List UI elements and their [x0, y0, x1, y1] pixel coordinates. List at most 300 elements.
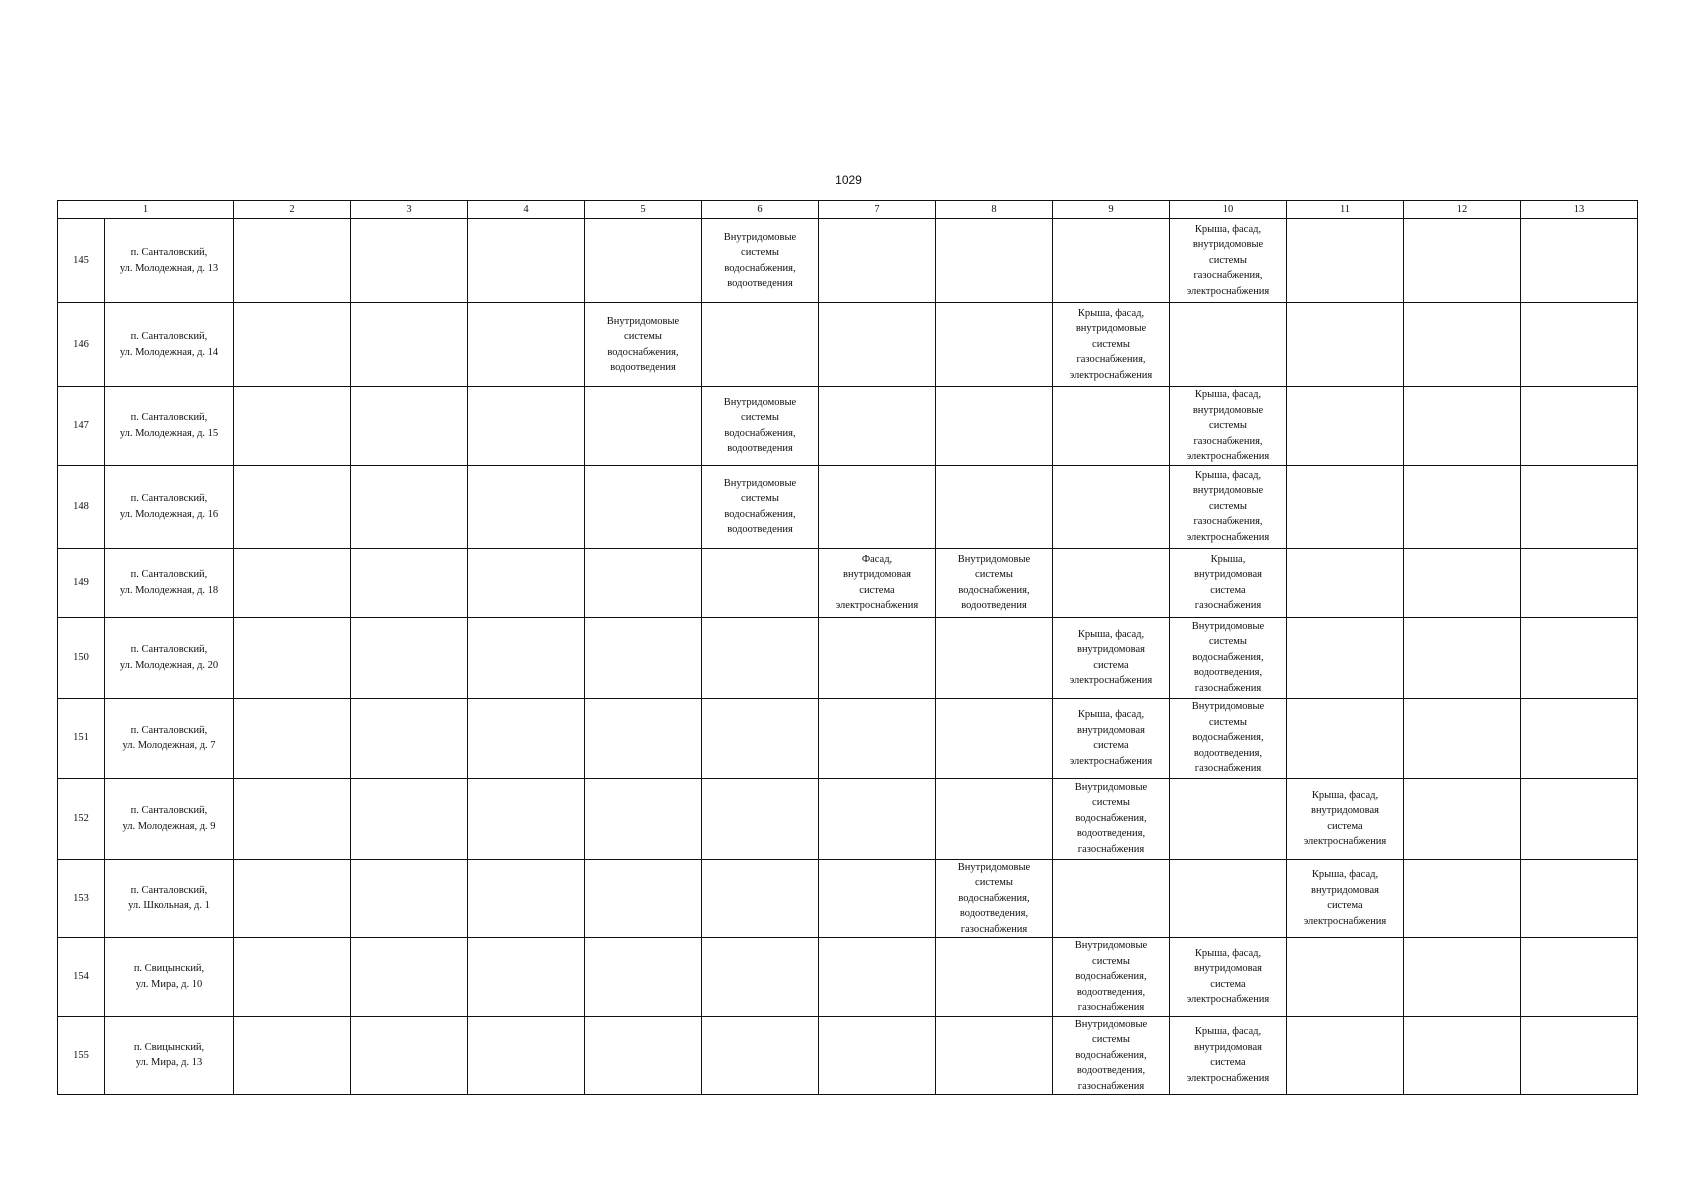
cell-line: система — [1210, 584, 1246, 596]
cell-col-2 — [234, 387, 351, 466]
cell-col-13 — [1521, 219, 1638, 303]
address-cell — [105, 465, 234, 548]
column-header-6: 6 — [702, 201, 819, 219]
cell-line: внутридомовые — [1192, 485, 1264, 497]
table-row — [58, 219, 1638, 303]
column-header-10: 10 — [1170, 201, 1287, 219]
cell-col-3 — [351, 778, 468, 859]
cell-col-11 — [1287, 303, 1404, 387]
cell-line: электроснабжения — [1186, 451, 1270, 462]
cell-col-2 — [234, 859, 351, 938]
cell-line: Фасад, — [861, 553, 893, 565]
cell-col-9 — [1053, 778, 1170, 859]
cell-line: внутридомовая — [842, 569, 911, 580]
cell-line: водоотведения, — [959, 908, 1029, 919]
cell-line: водоотведения — [727, 524, 793, 535]
address-cell — [105, 387, 234, 466]
cell-line: водоснабжения, — [724, 427, 796, 439]
cell-line: п. Санталовский, — [130, 569, 208, 580]
cell-line: системы — [1092, 1034, 1130, 1045]
cell-col-10 — [1170, 219, 1287, 303]
cell-col-7 — [819, 1016, 936, 1095]
cell-col-8 — [936, 465, 1053, 548]
cell-line: электроснабжения — [1303, 915, 1387, 927]
cell-col-11 — [1287, 219, 1404, 303]
cell-line: водоотведения — [610, 362, 676, 373]
column-header-11: 11 — [1287, 201, 1404, 219]
cell-line: системы — [1209, 716, 1247, 728]
cell-line: Внутридомовые — [1191, 620, 1265, 632]
cell-col-9 — [1053, 617, 1170, 698]
cell-col-7 — [819, 548, 936, 617]
cell-col-10 — [1170, 1016, 1287, 1095]
cell-line: внутридомовая — [1310, 884, 1379, 896]
row-number: 153 — [58, 859, 105, 938]
cell-line: система — [1210, 978, 1246, 990]
cell-line: водоснабжения, — [1192, 732, 1264, 744]
cell-line: газоснабжения — [1194, 600, 1262, 611]
table-row — [58, 778, 1638, 859]
cell-line: Крыша, фасад, — [1077, 307, 1145, 319]
cell-col-5 — [585, 387, 702, 466]
cell-col-3 — [351, 387, 468, 466]
cell-col-9 — [1053, 303, 1170, 387]
table-row — [58, 465, 1638, 548]
cell-col-11 — [1287, 698, 1404, 778]
cell-col-5 — [585, 859, 702, 938]
cell-line: водоотведения — [727, 278, 793, 289]
cell-line: газоснабжения — [960, 923, 1028, 935]
cell-line: водоснабжения, — [1075, 971, 1147, 982]
cell-line: ул. Молодежная, д. 18 — [119, 584, 219, 596]
cell-line: электроснабжения — [835, 600, 919, 611]
cell-col-12 — [1404, 778, 1521, 859]
cell-col-2 — [234, 303, 351, 387]
cell-line: водоотведения, — [1076, 986, 1146, 998]
cell-col-3 — [351, 938, 468, 1017]
column-header-3: 3 — [351, 201, 468, 219]
cell-col-2 — [234, 1016, 351, 1095]
cell-col-13 — [1521, 548, 1638, 617]
cell-line: п. Санталовский, — [130, 644, 208, 655]
cell-col-4 — [468, 1016, 585, 1095]
row-number: 154 — [58, 938, 105, 1017]
cell-col-3 — [351, 617, 468, 698]
cell-line: Крыша, фасад, — [1194, 1026, 1262, 1038]
cell-line: водоотведения, — [1076, 1065, 1146, 1076]
cell-col-6 — [702, 859, 819, 938]
table-row — [58, 548, 1638, 617]
cell-line: внутридомовая — [1076, 644, 1145, 655]
cell-col-13 — [1521, 859, 1638, 938]
cell-line: Крыша, фасад, — [1194, 469, 1262, 481]
cell-col-11 — [1287, 617, 1404, 698]
cell-col-3 — [351, 859, 468, 938]
cell-line: системы — [1209, 420, 1247, 431]
cell-col-8 — [936, 548, 1053, 617]
cell-line: водоснабжения, — [958, 584, 1030, 596]
cell-col-4 — [468, 548, 585, 617]
cell-col-12 — [1404, 387, 1521, 466]
cell-col-10 — [1170, 859, 1287, 938]
cell-line: системы — [741, 247, 779, 258]
cell-line: системы — [1092, 338, 1130, 350]
cell-col-6 — [702, 1016, 819, 1095]
cell-col-8 — [936, 387, 1053, 466]
cell-col-10 — [1170, 698, 1287, 778]
address-cell — [105, 778, 234, 859]
cell-col-13 — [1521, 778, 1638, 859]
cell-col-12 — [1404, 859, 1521, 938]
column-header-8: 8 — [936, 201, 1053, 219]
cell-line: внутридомовая — [1310, 805, 1379, 816]
cell-line: п. Санталовский, — [130, 884, 208, 896]
cell-col-4 — [468, 387, 585, 466]
cell-col-8 — [936, 938, 1053, 1017]
cell-line: системы — [975, 569, 1013, 580]
cell-line: ул. Школьная, д. 1 — [128, 900, 210, 912]
cell-line: система — [1210, 1057, 1246, 1069]
cell-col-3 — [351, 548, 468, 617]
header-row — [58, 201, 1638, 219]
cell-col-6 — [702, 617, 819, 698]
cell-col-10 — [1170, 778, 1287, 859]
cell-col-8 — [936, 219, 1053, 303]
cell-col-9 — [1053, 859, 1170, 938]
cell-col-10 — [1170, 465, 1287, 548]
cell-col-6 — [702, 303, 819, 387]
row-number: 148 — [58, 465, 105, 548]
row-number: 146 — [58, 303, 105, 387]
cell-line: электроснабжения — [1186, 994, 1270, 1006]
cell-line: системы — [1209, 254, 1247, 266]
cell-line: электроснабжения — [1069, 675, 1153, 686]
cell-col-2 — [234, 219, 351, 303]
cell-col-7 — [819, 387, 936, 466]
cell-line: Крыша, фасад, — [1194, 223, 1262, 235]
cell-col-9 — [1053, 548, 1170, 617]
address-cell — [105, 938, 234, 1017]
cell-col-2 — [234, 938, 351, 1017]
table-row — [58, 698, 1638, 778]
cell-col-6 — [702, 938, 819, 1017]
table-body — [58, 219, 1638, 1095]
cell-line: ул. Молодежная, д. 15 — [119, 427, 219, 439]
cell-col-2 — [234, 617, 351, 698]
row-number: 147 — [58, 387, 105, 466]
cell-col-12 — [1404, 548, 1521, 617]
address-cell — [105, 1016, 234, 1095]
cell-line: электроснабжения — [1069, 755, 1153, 767]
cell-col-13 — [1521, 387, 1638, 466]
row-number: 150 — [58, 617, 105, 698]
cell-line: система — [1327, 820, 1363, 832]
cell-line: внутридомовая — [1193, 569, 1262, 580]
cell-line: водоснабжения, — [607, 346, 679, 358]
cell-col-3 — [351, 698, 468, 778]
address-cell — [105, 617, 234, 698]
cell-col-11 — [1287, 465, 1404, 548]
cell-col-7 — [819, 778, 936, 859]
cell-col-6 — [702, 548, 819, 617]
cell-line: электроснабжения — [1303, 836, 1387, 847]
cell-col-7 — [819, 698, 936, 778]
cell-line: ул. Молодежная, д. 7 — [122, 740, 216, 751]
cell-col-9 — [1053, 698, 1170, 778]
cell-line: Внутридомовые — [723, 231, 797, 243]
cell-line: внутридомовые — [1192, 404, 1264, 416]
cell-col-10 — [1170, 303, 1287, 387]
cell-col-4 — [468, 303, 585, 387]
cell-col-6 — [702, 465, 819, 548]
cell-col-9 — [1053, 387, 1170, 466]
cell-line: водоотведения, — [1193, 667, 1263, 679]
cell-col-10 — [1170, 938, 1287, 1017]
cell-line: Внутридомовые — [606, 315, 680, 327]
repair-schedule-table — [57, 200, 1638, 1095]
cell-col-10 — [1170, 548, 1287, 617]
cell-line: ул. Молодежная, д. 14 — [119, 346, 219, 358]
cell-col-5 — [585, 617, 702, 698]
cell-col-5 — [585, 548, 702, 617]
cell-col-7 — [819, 219, 936, 303]
cell-line: водоснабжения, — [1075, 812, 1147, 824]
column-header-13: 13 — [1521, 201, 1638, 219]
cell-col-8 — [936, 698, 1053, 778]
cell-line: водоотведения, — [1193, 747, 1263, 759]
cell-line: электроснабжения — [1186, 531, 1270, 543]
row-number: 155 — [58, 1016, 105, 1095]
cell-line: п. Санталовский, — [130, 724, 208, 736]
cell-col-12 — [1404, 938, 1521, 1017]
table-row — [58, 387, 1638, 466]
cell-col-2 — [234, 698, 351, 778]
table-row — [58, 303, 1638, 387]
cell-line: водоснабжения, — [1192, 651, 1264, 663]
cell-col-2 — [234, 548, 351, 617]
cell-col-11 — [1287, 1016, 1404, 1095]
cell-col-5 — [585, 303, 702, 387]
cell-line: ул. Мира, д. 13 — [135, 1057, 203, 1069]
cell-line: ул. Молодежная, д. 20 — [119, 659, 219, 671]
cell-col-9 — [1053, 465, 1170, 548]
cell-col-11 — [1287, 859, 1404, 938]
cell-line: Крыша, фасад, — [1077, 709, 1145, 720]
cell-line: водоотведения — [961, 600, 1027, 611]
cell-line: п. Свицынский, — [133, 1041, 205, 1053]
cell-line: система — [1093, 659, 1129, 671]
cell-col-11 — [1287, 938, 1404, 1017]
cell-line: электроснабжения — [1186, 285, 1270, 297]
cell-col-5 — [585, 1016, 702, 1095]
cell-line: Внутридомовые — [723, 477, 797, 489]
cell-col-6 — [702, 698, 819, 778]
address-cell — [105, 698, 234, 778]
cell-line: водоснабжения, — [958, 892, 1030, 904]
cell-line: системы — [1209, 500, 1247, 512]
cell-col-5 — [585, 778, 702, 859]
cell-line: системы — [741, 412, 779, 424]
cell-col-8 — [936, 859, 1053, 938]
cell-col-12 — [1404, 219, 1521, 303]
cell-line: водоотведения, — [1076, 828, 1146, 840]
cell-col-10 — [1170, 617, 1287, 698]
column-header-4: 4 — [468, 201, 585, 219]
cell-line: Внутридомовые — [1074, 1018, 1148, 1030]
cell-line: системы — [1092, 797, 1130, 809]
cell-col-10 — [1170, 387, 1287, 466]
cell-line: газоснабжения — [1077, 1080, 1145, 1092]
cell-line: внутридомовая — [1193, 963, 1262, 975]
cell-col-13 — [1521, 465, 1638, 548]
cell-col-12 — [1404, 698, 1521, 778]
cell-col-4 — [468, 465, 585, 548]
column-header-9: 9 — [1053, 201, 1170, 219]
column-header-12: 12 — [1404, 201, 1521, 219]
address-cell — [105, 548, 234, 617]
cell-line: газоснабжения — [1194, 763, 1262, 775]
cell-col-8 — [936, 778, 1053, 859]
cell-col-13 — [1521, 698, 1638, 778]
cell-col-8 — [936, 303, 1053, 387]
cell-col-12 — [1404, 303, 1521, 387]
row-number: 149 — [58, 548, 105, 617]
cell-line: п. Санталовский, — [130, 805, 208, 816]
cell-col-5 — [585, 219, 702, 303]
cell-col-9 — [1053, 1016, 1170, 1095]
cell-col-2 — [234, 465, 351, 548]
cell-col-9 — [1053, 219, 1170, 303]
cell-line: Внутридомовые — [1074, 781, 1148, 793]
cell-col-4 — [468, 938, 585, 1017]
cell-line: газоснабжения — [1194, 682, 1262, 694]
cell-line: ул. Молодежная, д. 13 — [119, 262, 219, 274]
cell-col-6 — [702, 778, 819, 859]
cell-line: газоснабжения, — [1193, 270, 1263, 282]
cell-line: водоотведения — [727, 443, 793, 455]
cell-col-8 — [936, 617, 1053, 698]
cell-line: Крыша, — [1210, 553, 1246, 565]
cell-col-12 — [1404, 617, 1521, 698]
cell-line: система — [1327, 900, 1363, 912]
cell-line: ул. Мира, д. 10 — [135, 978, 203, 990]
cell-line: водоснабжения, — [1075, 1049, 1147, 1061]
cell-line: п. Санталовский, — [130, 493, 208, 504]
table-row — [58, 617, 1638, 698]
cell-line: Внутридомовые — [723, 396, 797, 408]
cell-line: газоснабжения, — [1193, 435, 1263, 447]
row-number: 152 — [58, 778, 105, 859]
cell-col-7 — [819, 617, 936, 698]
cell-line: внутридомовые — [1192, 239, 1264, 251]
table-header — [58, 201, 1638, 219]
table-row — [58, 859, 1638, 938]
cell-line: Внутридомовые — [1191, 701, 1265, 713]
cell-line: Внутридомовые — [957, 861, 1031, 873]
address-cell — [105, 303, 234, 387]
cell-col-9 — [1053, 938, 1170, 1017]
cell-col-11 — [1287, 387, 1404, 466]
cell-line: п. Санталовский, — [130, 412, 208, 424]
cell-col-11 — [1287, 548, 1404, 617]
cell-col-7 — [819, 859, 936, 938]
cell-line: водоснабжения, — [724, 508, 796, 520]
address-cell — [105, 859, 234, 938]
cell-col-2 — [234, 778, 351, 859]
cell-col-13 — [1521, 617, 1638, 698]
cell-col-12 — [1404, 465, 1521, 548]
cell-col-6 — [702, 387, 819, 466]
row-number: 145 — [58, 219, 105, 303]
cell-col-8 — [936, 1016, 1053, 1095]
cell-line: внутридомовая — [1193, 1041, 1262, 1053]
cell-line: системы — [624, 331, 662, 342]
cell-line: системы — [741, 493, 779, 504]
cell-line: Крыша, фасад, — [1077, 628, 1145, 640]
cell-line: п. Санталовский, — [130, 331, 208, 342]
cell-col-5 — [585, 465, 702, 548]
cell-line: п. Санталовский, — [130, 247, 208, 258]
cell-col-6 — [702, 219, 819, 303]
cell-line: Крыша, фасад, — [1194, 947, 1262, 959]
cell-col-7 — [819, 938, 936, 1017]
cell-line: водоснабжения, — [724, 262, 796, 274]
address-cell — [105, 219, 234, 303]
table-row — [58, 938, 1638, 1017]
cell-line: системы — [975, 877, 1013, 888]
column-header-2: 2 — [234, 201, 351, 219]
cell-line: газоснабжения — [1077, 843, 1145, 855]
cell-line: Внутридомовые — [1074, 940, 1148, 951]
cell-line: электроснабжения — [1069, 369, 1153, 381]
cell-line: внутридомовая — [1076, 724, 1145, 736]
cell-line: газоснабжения — [1077, 1002, 1145, 1013]
cell-col-13 — [1521, 303, 1638, 387]
cell-col-7 — [819, 303, 936, 387]
page-number: 1029 — [835, 173, 862, 187]
cell-line: внутридомовые — [1075, 323, 1147, 335]
cell-col-3 — [351, 219, 468, 303]
cell-line: п. Свицынский, — [133, 963, 205, 975]
column-header-7: 7 — [819, 201, 936, 219]
cell-line: система — [1093, 740, 1129, 751]
cell-col-12 — [1404, 1016, 1521, 1095]
row-number: 151 — [58, 698, 105, 778]
cell-col-3 — [351, 303, 468, 387]
cell-line: система — [859, 584, 895, 596]
cell-col-4 — [468, 859, 585, 938]
column-header-1: 1 — [58, 201, 234, 219]
cell-line: ул. Молодежная, д. 16 — [119, 508, 219, 520]
cell-col-4 — [468, 778, 585, 859]
cell-line: Крыша, фасад, — [1311, 869, 1379, 881]
cell-line: электроснабжения — [1186, 1072, 1270, 1084]
cell-line: Крыша, фасад, — [1194, 389, 1262, 400]
cell-col-5 — [585, 938, 702, 1017]
cell-col-3 — [351, 1016, 468, 1095]
cell-col-4 — [468, 617, 585, 698]
cell-col-4 — [468, 698, 585, 778]
cell-line: газоснабжения, — [1193, 516, 1263, 528]
cell-col-11 — [1287, 778, 1404, 859]
cell-col-4 — [468, 219, 585, 303]
table-row — [58, 1016, 1638, 1095]
cell-col-13 — [1521, 938, 1638, 1017]
cell-line: Крыша, фасад, — [1311, 789, 1379, 801]
cell-line: системы — [1092, 955, 1130, 967]
cell-line: газоснабжения, — [1076, 354, 1146, 366]
cell-line: системы — [1209, 636, 1247, 648]
